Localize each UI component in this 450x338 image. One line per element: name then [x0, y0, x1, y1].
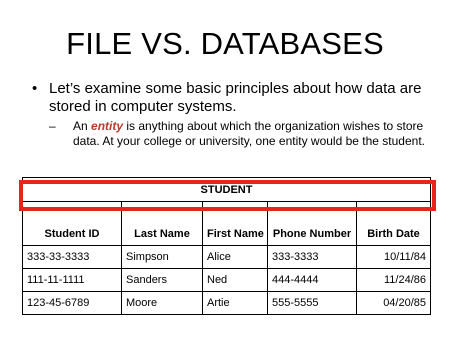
- sub-bullet-text-after: is anything about which the organization wishes to store data. At your college or university, one entity would be the student.: [73, 119, 425, 148]
- table-caption-row: [23, 178, 431, 202]
- sub-bullet-marker: –: [49, 119, 56, 133]
- table-row: [23, 246, 431, 269]
- table-row: [23, 292, 431, 315]
- table-header-row: [23, 202, 431, 246]
- bullet-list: [32, 80, 427, 148]
- table-cell: Simpson: [122, 246, 203, 269]
- column-header: Birth Date: [357, 202, 431, 246]
- table-cell: Sanders: [122, 269, 203, 292]
- table-cell: 333-3333: [268, 246, 357, 269]
- bullet-marker: •: [32, 80, 38, 97]
- table-row: [23, 269, 431, 292]
- bullet-text: Let’s examine some basic principles about how data are stored in computer systems.: [49, 80, 422, 115]
- table-cell: 11/24/86: [357, 269, 431, 292]
- table-cell: Alice: [203, 246, 268, 269]
- bullet-item: [32, 80, 427, 116]
- table-cell: 555-5555: [268, 292, 357, 315]
- column-header: Phone Number: [268, 202, 357, 246]
- sub-bullet-item: [49, 119, 427, 148]
- slide-title: FILE VS. DATABASES: [66, 26, 384, 61]
- table-cell: 444-4444: [268, 269, 357, 292]
- table-cell: 111-11-1111: [23, 269, 122, 292]
- table-caption: STUDENT: [23, 178, 431, 202]
- table-cell: Ned: [203, 269, 268, 292]
- column-header: Student ID: [23, 202, 122, 246]
- student-table: [22, 177, 431, 315]
- table-cell: 123-45-6789: [23, 292, 122, 315]
- table-cell: 04/20/85: [357, 292, 431, 315]
- column-header: Last Name: [122, 202, 203, 246]
- sub-bullet-text-before: An: [73, 119, 92, 133]
- table-cell: 333-33-3333: [23, 246, 122, 269]
- entity-emphasis: entity: [91, 119, 124, 133]
- table-cell: Moore: [122, 292, 203, 315]
- table-cell: 10/11/84: [357, 246, 431, 269]
- column-header: First Name: [203, 202, 268, 246]
- table-cell: Artie: [203, 292, 268, 315]
